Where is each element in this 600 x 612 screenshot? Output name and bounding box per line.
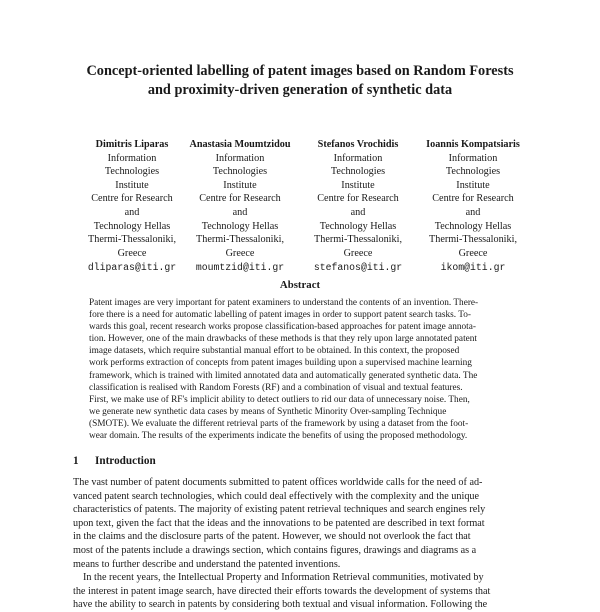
affiliation-line: Technology Hellas	[201, 220, 279, 232]
affiliation-line: Technologies	[212, 166, 268, 178]
abstract-line: fore there is a need for automatic labelling of patent images in order to support patent search tasks. To-	[89, 310, 472, 321]
affiliation-line: Information	[333, 152, 383, 164]
affiliation-line: Institute	[115, 179, 149, 191]
abstract-line: image datasets, which require substantial manual effort to be obtained. In this context, the proposed	[89, 346, 460, 357]
body-line: The vast number of patent documents submitted to patent offices worldwide calls for the need of ad-	[73, 477, 483, 488]
affiliation-line: Information	[107, 152, 157, 164]
section-title: Introduction	[95, 455, 156, 467]
author-name: Anastasia Moumtzidou	[189, 139, 291, 150]
affiliation-line: and	[124, 206, 140, 218]
body-line: most of the patents include a drawings section, which contains figures, drawings and diagrams as a	[73, 544, 477, 556]
affiliation-line: and	[232, 206, 248, 218]
abstract-line: tion. However, one of the main drawbacks of these methods is that they rely upon large annotated patent	[89, 334, 478, 345]
body-line: vanced patent search technologies, which could deal effectively with the complexity and the unique	[73, 490, 480, 502]
paper-title	[40, 62, 560, 100]
body-line: upon text, given the fact that the ideas and the innovations to be patented are described in text format	[73, 517, 485, 529]
affiliation-line: Centre for Research	[317, 193, 399, 205]
abstract-line: (SMOTE). We evaluate the different retrieval parts of the framework by using a dataset from the foot-	[89, 418, 469, 429]
abstract-line: we generate new synthetic data cases by means of Synthetic Minority Over-sampling Technique	[89, 406, 447, 417]
affiliation-line: Greece	[343, 247, 373, 259]
body-line: the interest in patent image search, have directed their efforts towards the development of systems that	[73, 585, 491, 597]
affiliation-line: Technology Hellas	[434, 220, 512, 232]
author-block	[0, 138, 600, 273]
author-email[interactable]: moumtzid@iti.gr	[195, 262, 285, 274]
section-number: 1	[73, 455, 79, 467]
affiliation-line: Institute	[341, 179, 375, 191]
abstract-line: First, we make use of RF's implicit ability to detect outliers to rid our data of unnecessary noise. Then,	[89, 394, 470, 405]
affiliation-line: Technology Hellas	[93, 220, 171, 232]
affiliation-line: Centre for Research	[91, 193, 173, 205]
affiliation-line: Thermi-Thessaloniki,	[88, 234, 176, 246]
affiliation-line: Greece	[117, 247, 147, 259]
author-moumtzidou	[175, 138, 305, 275]
body-line: in the claims and the disclosure parts of the patent. However, we should not overlook the fact that	[73, 531, 471, 543]
affiliation-line: Information	[448, 152, 498, 164]
affiliation-line: Institute	[456, 179, 490, 191]
abstract-line: wear domain. The results of the experiments indicate the benefits of using the proposed methodology.	[89, 431, 468, 442]
abstract-line: work performs extraction of concepts from patent images building upon a supervised machine learning	[89, 358, 472, 369]
affiliation-line: Thermi-Thessaloniki,	[196, 234, 284, 246]
author-name: Stefanos Vrochidis	[317, 139, 399, 150]
author-email[interactable]: ikom@iti.gr	[440, 262, 506, 274]
section-heading-introduction	[73, 455, 156, 467]
affiliation-line: Greece	[458, 247, 488, 259]
abstract-line: framework, which is trained with limited annotated data and automatically generated synthetic data. The	[89, 370, 478, 381]
introduction-body	[73, 476, 531, 612]
abstract-line: wards this goal, recent research works propose classification-based approaches for patent image annota-	[89, 322, 476, 333]
author-email[interactable]: dliparas@iti.gr	[87, 262, 177, 274]
affiliation-line: and	[350, 206, 366, 218]
abstract-line: Patent images are very important for patent examiners to understand the contents of an invention. There-	[89, 298, 479, 308]
affiliation-line: Information	[215, 152, 265, 164]
body-line: characteristics of patents. The majority of existing patent retrieval techniques and search engines rely	[73, 504, 486, 516]
affiliation-line: Technologies	[104, 166, 160, 178]
affiliation-line: Technology Hellas	[319, 220, 397, 232]
body-line: means to further describe and understand the patented inventions.	[73, 558, 341, 570]
body-line: have the ability to search in patents by considering both textual and visual information. Following the	[73, 599, 488, 611]
author-email[interactable]: stefanos@iti.gr	[313, 262, 403, 274]
affiliation-line: Technologies	[330, 166, 386, 178]
affiliation-line: Centre for Research	[432, 193, 514, 205]
abstract-line: classification is realised with Random Forests (RF) and a combination of visual and textual features.	[89, 382, 463, 393]
abstract-body	[89, 297, 522, 442]
author-kompatsiaris	[408, 138, 538, 275]
affiliation-line: Greece	[225, 247, 255, 259]
affiliation-line: and	[465, 206, 481, 218]
author-name: Ioannis Kompatsiaris	[426, 139, 520, 150]
body-line: In the recent years, the Intellectual Property and Information Retrieval communities, motivated by	[83, 572, 484, 584]
affiliation-line: Institute	[223, 179, 257, 191]
affiliation-line: Centre for Research	[199, 193, 281, 205]
affiliation-line: Thermi-Thessaloniki,	[429, 234, 517, 246]
affiliation-line: Technologies	[445, 166, 501, 178]
affiliation-line: Thermi-Thessaloniki,	[314, 234, 402, 246]
author-name: Dimitris Liparas	[95, 139, 169, 150]
author-vrochidis	[293, 138, 423, 275]
title-line: and proximity-driven generation of synthetic data	[147, 82, 453, 98]
title-line: Concept-oriented labelling of patent images based on Random Forests	[86, 63, 514, 79]
abstract-heading: Abstract	[279, 279, 321, 291]
